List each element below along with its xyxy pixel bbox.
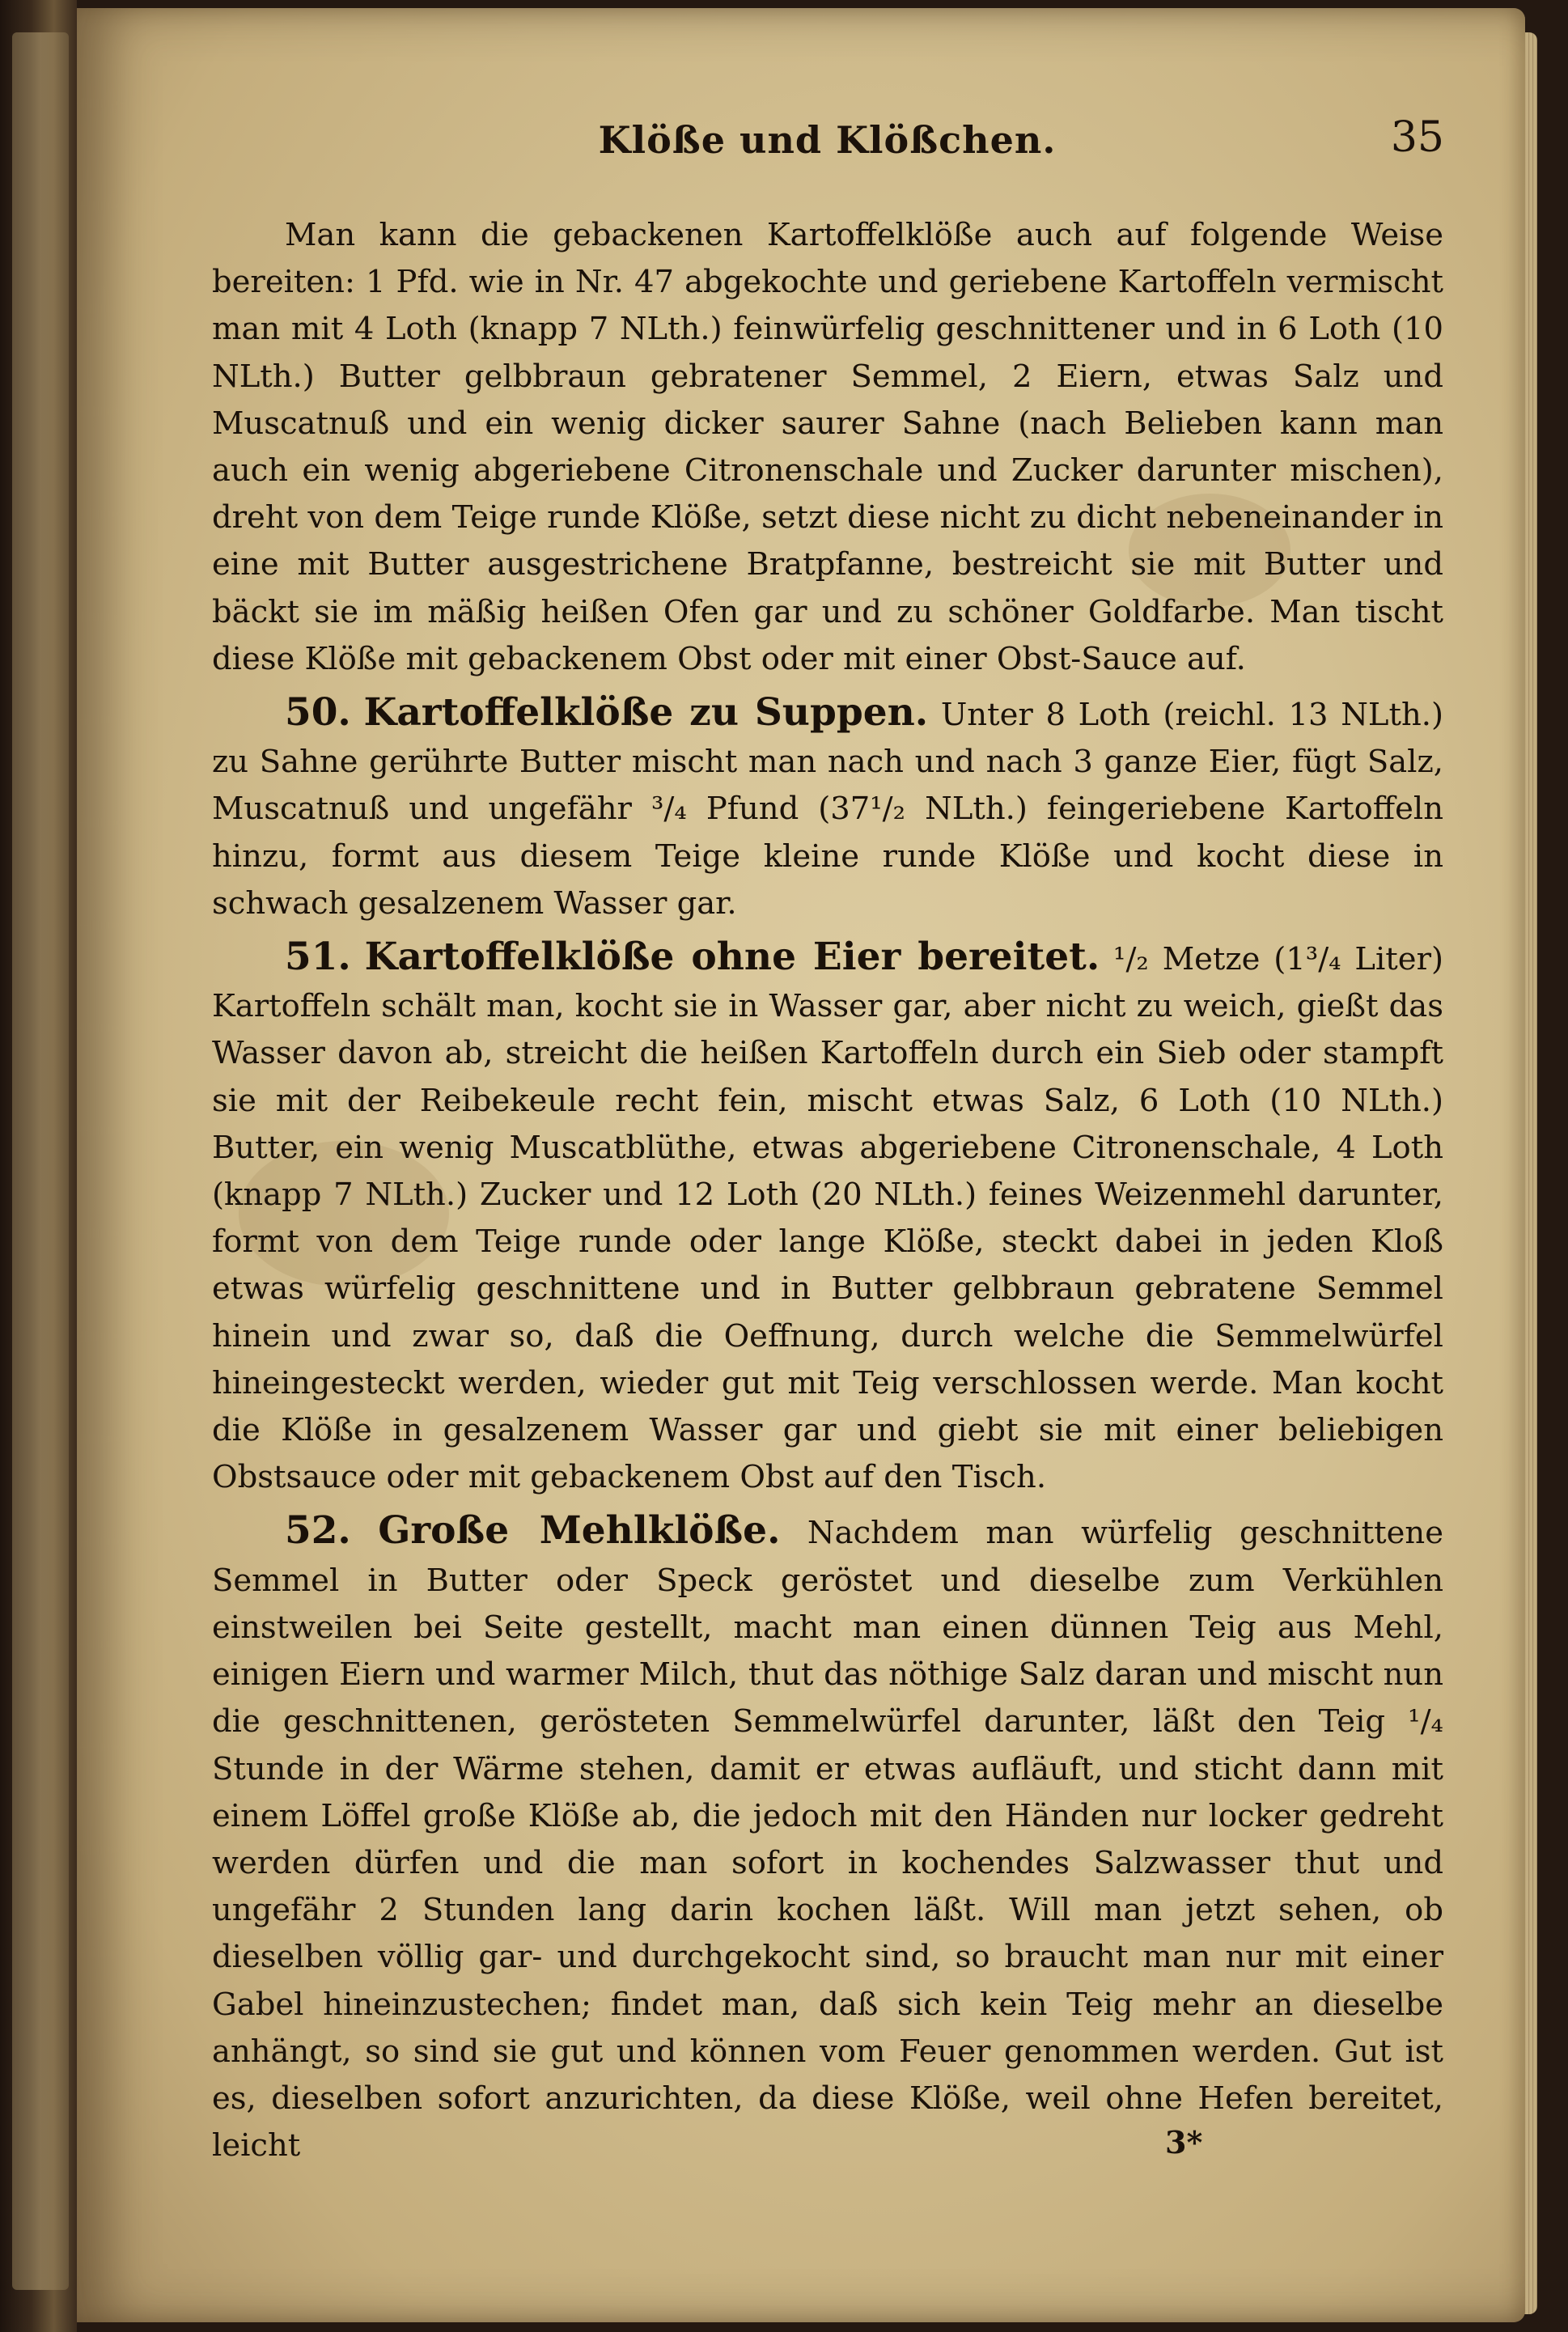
signature-mark: 3* — [1165, 2124, 1203, 2160]
recipe-text: ¹/₂ Metze (1³/₄ Liter) Kartoffeln schält man, kocht sie in Wasser gar, aber nicht zu weich, gießt das Wasser davon ab, streicht die heißen Kartoffeln durch ein Sieb oder stampft sie mit der Reibekeule recht fein, mischt etwas Salz, 6 Loth (10 NLth.) Butter, ein wenig Muscatblüthe, etwas abgeriebene Citronenschale, 4 Loth (knapp 7 NLth.) Zucker und 12 Loth (20 NLth.) feines Weizenmehl darunter, formt von dem Teige runde oder lange Klöße, steckt dabei in jeden Kloß etwas würfelig geschnittene und in Butter gelbbraun gebratene Semmel hinein und zwar so, daß die Oeffnung, durch welche die Semmelwürfel hineingesteckt werden, wieder gut mit Teig verschlossen werde. Man kocht die Klöße in gesalzenem Wasser gar und giebt sie mit einer beliebigen Obstsauce oder mit gebackenem Obst auf den Tisch. — [212, 941, 1443, 1496]
recipe-51 — [212, 934, 1443, 1501]
intro-paragraph: Man kann die gebackenen Kartoffelklöße auch auf folgende Weise bereiten: 1 Pfd. wie in Nr. 47 abgekochte und geriebene Kartoffeln vermischt man mit 4 Loth (knapp 7 NLth.) feinwürfelig geschnittener und in 6 Loth (10 NLth.) Butter gelbbraun gebratener Semmel, 2 Eiern, etwas Salz und Muscatnuß und ein wenig dicker saurer Sahne (nach Belieben kann man auch ein wenig abgeriebene Citronenschale und Zucker darunter mischen), dreht von dem Teige runde Klöße, setzt diese nicht zu dicht nebeneinander in eine mit Butter ausgestrichene Bratpfanne, bestreicht sie mit Butter und bäckt sie im mäßig heißen Ofen gar und zu schöner Goldfarbe. Man tischt diese Klöße mit gebackenem Obst oder mit einer Obst-Sauce auf. — [212, 217, 1443, 677]
recipe-title: Große Mehlklöße. — [378, 1508, 781, 1554]
recipe-number: 52. — [285, 1508, 351, 1554]
recipe-title: Kartoffelklöße ohne Eier bereitet. — [364, 935, 1100, 980]
recipe-text: Nachdem man würfelig geschnittene Semmel in Butter oder Speck geröstet und dieselbe zum Verkühlen einstweilen bei Seite gestellt, macht man einen dünnen Teig aus Mehl, einigen Eiern und warmer Milch, thut das nöthige Salz daran und mischt nun die geschnittenen, gerösteten Semmelwürfel darunter, läßt den Teig ¹/₄ Stunde in der Wärme stehen, damit er etwas aufläuft, und sticht dann mit einem Löffel große Klöße ab, die jedoch mit den Händen nur locker gedreht werden dürfen und die man sofort in kochendes Salzwasser thut und ungefähr 2 Stunden lang darin kochen läßt. Will man jetzt sehen, ob dieselben völlig gar- und durchgekocht sind, so braucht man nur mit einer Gabel hineinzustechen; findet man, daß sich kein Teig mehr an dieselbe anhängt, so sind sie gut und können vom Feuer genommen werden. Gut ist es, dieselben sofort anzurichten, da diese Klöße, weil ohne Hefen bereitet, leicht — [212, 1515, 1443, 2165]
recipe-50 — [212, 689, 1443, 927]
facing-page-edge — [12, 32, 69, 2290]
running-head: Klöße und Klößchen. — [598, 118, 1057, 162]
recipe-number: 50. — [285, 690, 351, 736]
page-header — [210, 113, 1444, 178]
page-number: 35 — [1390, 113, 1444, 162]
recipe-text: Unter 8 Loth (reichl. 13 NLth.) zu Sahne gerührte Butter mischt man nach und nach 3 ganze Eier, fügt Salz, Muscatnuß und ungefähr ³/₄ Pfund (37¹/₂ NLth.) feingeriebene Kartoffeln hinzu, formt aus diesem Teige kleine runde Klöße und kocht diese in schwach gesalzenem Wasser gar. — [212, 697, 1443, 922]
page-body — [212, 212, 1443, 2169]
recipe-number: 51. — [285, 935, 351, 980]
recipe-title: Kartoffelklöße zu Suppen. — [363, 690, 929, 736]
recipe-52 — [212, 1507, 1443, 2169]
